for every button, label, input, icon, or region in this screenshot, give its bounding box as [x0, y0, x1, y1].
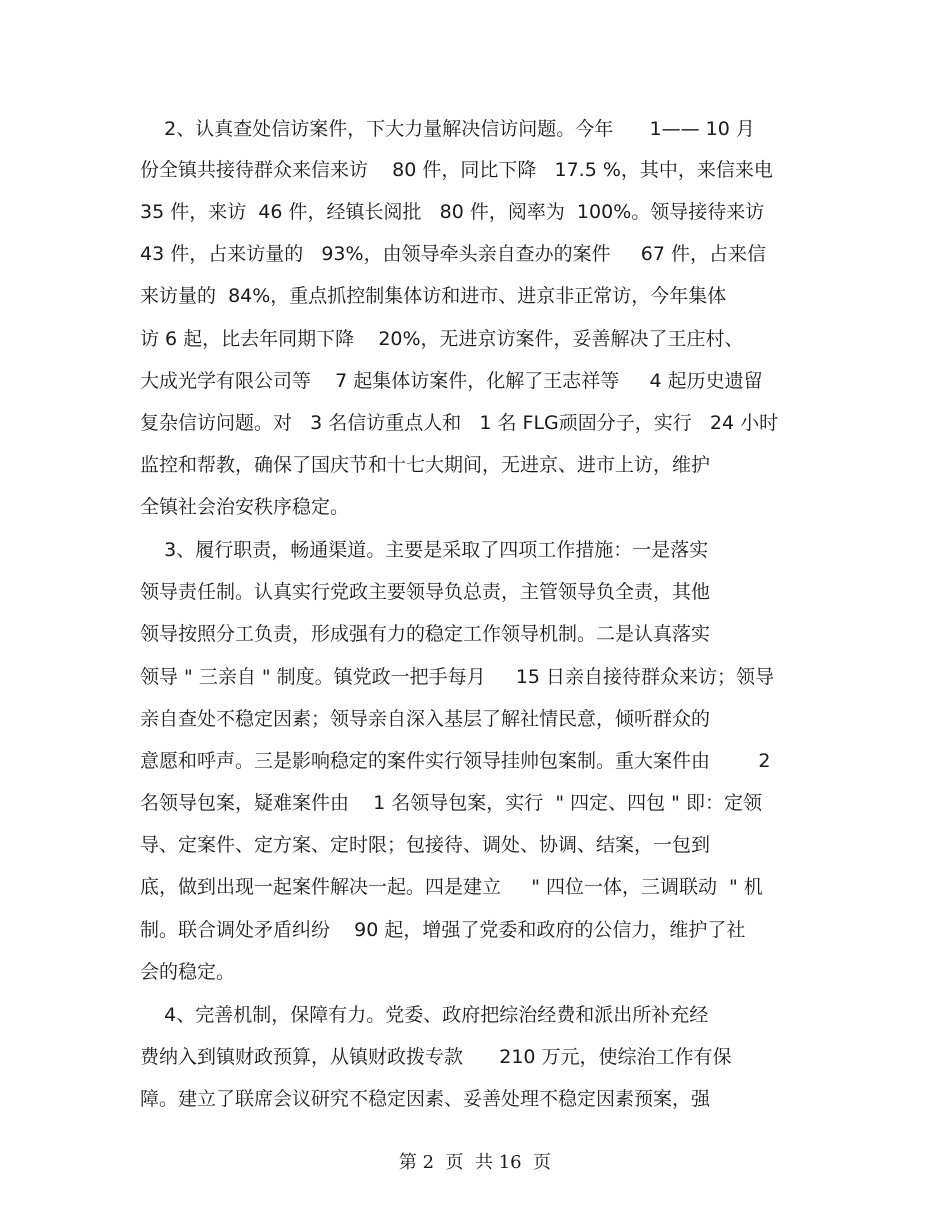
paragraph-2-line-9: 底，做到出现一起案件解决一起。四是建立 " 四位一体，三调联动 " 机 [140, 876, 763, 898]
paragraph-1-line-10: 全镇社会治安秩序稳定。 [140, 496, 350, 518]
paragraph-1-line-8: 复杂信访问题。对 3 名信访重点人和 1 名 FLG顽固分子，实行 24 小时 [140, 412, 779, 434]
paragraph-3-line-1: 4、完善机制，保障有力。党委、政府把综治经费和派出所补充经 [140, 1004, 709, 1026]
paragraph-2-line-11: 会的稳定。 [140, 961, 236, 983]
paragraph-3-line-3: 障。建立了联席会议研究不稳定因素、妥善处理不稳定因素预案，强 [140, 1088, 711, 1110]
paragraph-1-line-3: 35 件，来访 46 件，经镇长阅批 80 件，阅率为 100%。领导接待来访 [140, 201, 765, 223]
paragraph-3-line-2: 费纳入到镇财政预算，从镇财政拨专款 210 万元，使综治工作有保 [140, 1046, 732, 1068]
paragraph-2-line-4: 领导 " 三亲自 " 制度。镇党政一把手每月 15 日亲自接待群众来访；领导 [140, 666, 775, 688]
paragraph-2-line-2: 领导责任制。认真实行党政主要领导负总责，主管领导负全责，其他 [140, 581, 711, 603]
paragraph-1-line-2: 份全镇共接待群众来信来访 80 件，同比下降 17.5 %，其中，来信来电 [140, 159, 773, 181]
paragraph-2-line-8: 导、定案件、定方案、定时限；包接待、调处、协调、结案，一包到 [140, 834, 711, 856]
paragraph-2-line-5: 亲自查处不稳定因素；领导亲自深入基层了解社情民意，倾听群众的 [140, 708, 711, 730]
paragraph-1-line-9: 监控和帮教，确保了国庆节和十七大期间，无进京、进市上访，维护 [140, 454, 711, 476]
paragraph-2-line-7: 名领导包案，疑难案件由 1 名领导包案，实行 " 四定、四包 " 即：定领 [140, 792, 762, 814]
paragraph-2-line-1: 3、履行职责，畅通渠道。主要是采取了四项工作措施：一是落实 [140, 539, 709, 561]
paragraph-1-line-5: 来访量的 84%，重点抓控制集体访和进市、进京非正常访，今年集体 [140, 285, 727, 307]
paragraph-1-line-1: 2、认真查处信访案件，下大力量解决信访问题。今年 1—— 10 月 [140, 118, 755, 140]
paragraph-2-line-10: 制。联合调处矛盾纠纷 90 起，增强了党委和政府的公信力，维护了社 [140, 919, 746, 941]
paragraph-1-line-7: 大成光学有限公司等 7 起集体访案件，化解了王志祥等 4 起历史遗留 [140, 370, 763, 392]
paragraph-2-line-6: 意愿和呼声。三是影响稳定的案件实行领导挂帅包案制。重大案件由 2 [140, 750, 771, 772]
page-number-footer: 第 2 页 共 16 页 [398, 1152, 552, 1173]
paragraph-1-line-4: 43 件，占来访量的 93%，由领导牵头亲自查办的案件 67 件，占来信 [140, 243, 766, 265]
paragraph-1-line-6: 访 6 起，比去年同期下降 20%，无进京访案件，妥善解决了王庄村、 [140, 328, 744, 350]
paragraph-2-line-3: 领导按照分工负责，形成强有力的稳定工作领导机制。二是认真落实 [140, 623, 711, 645]
